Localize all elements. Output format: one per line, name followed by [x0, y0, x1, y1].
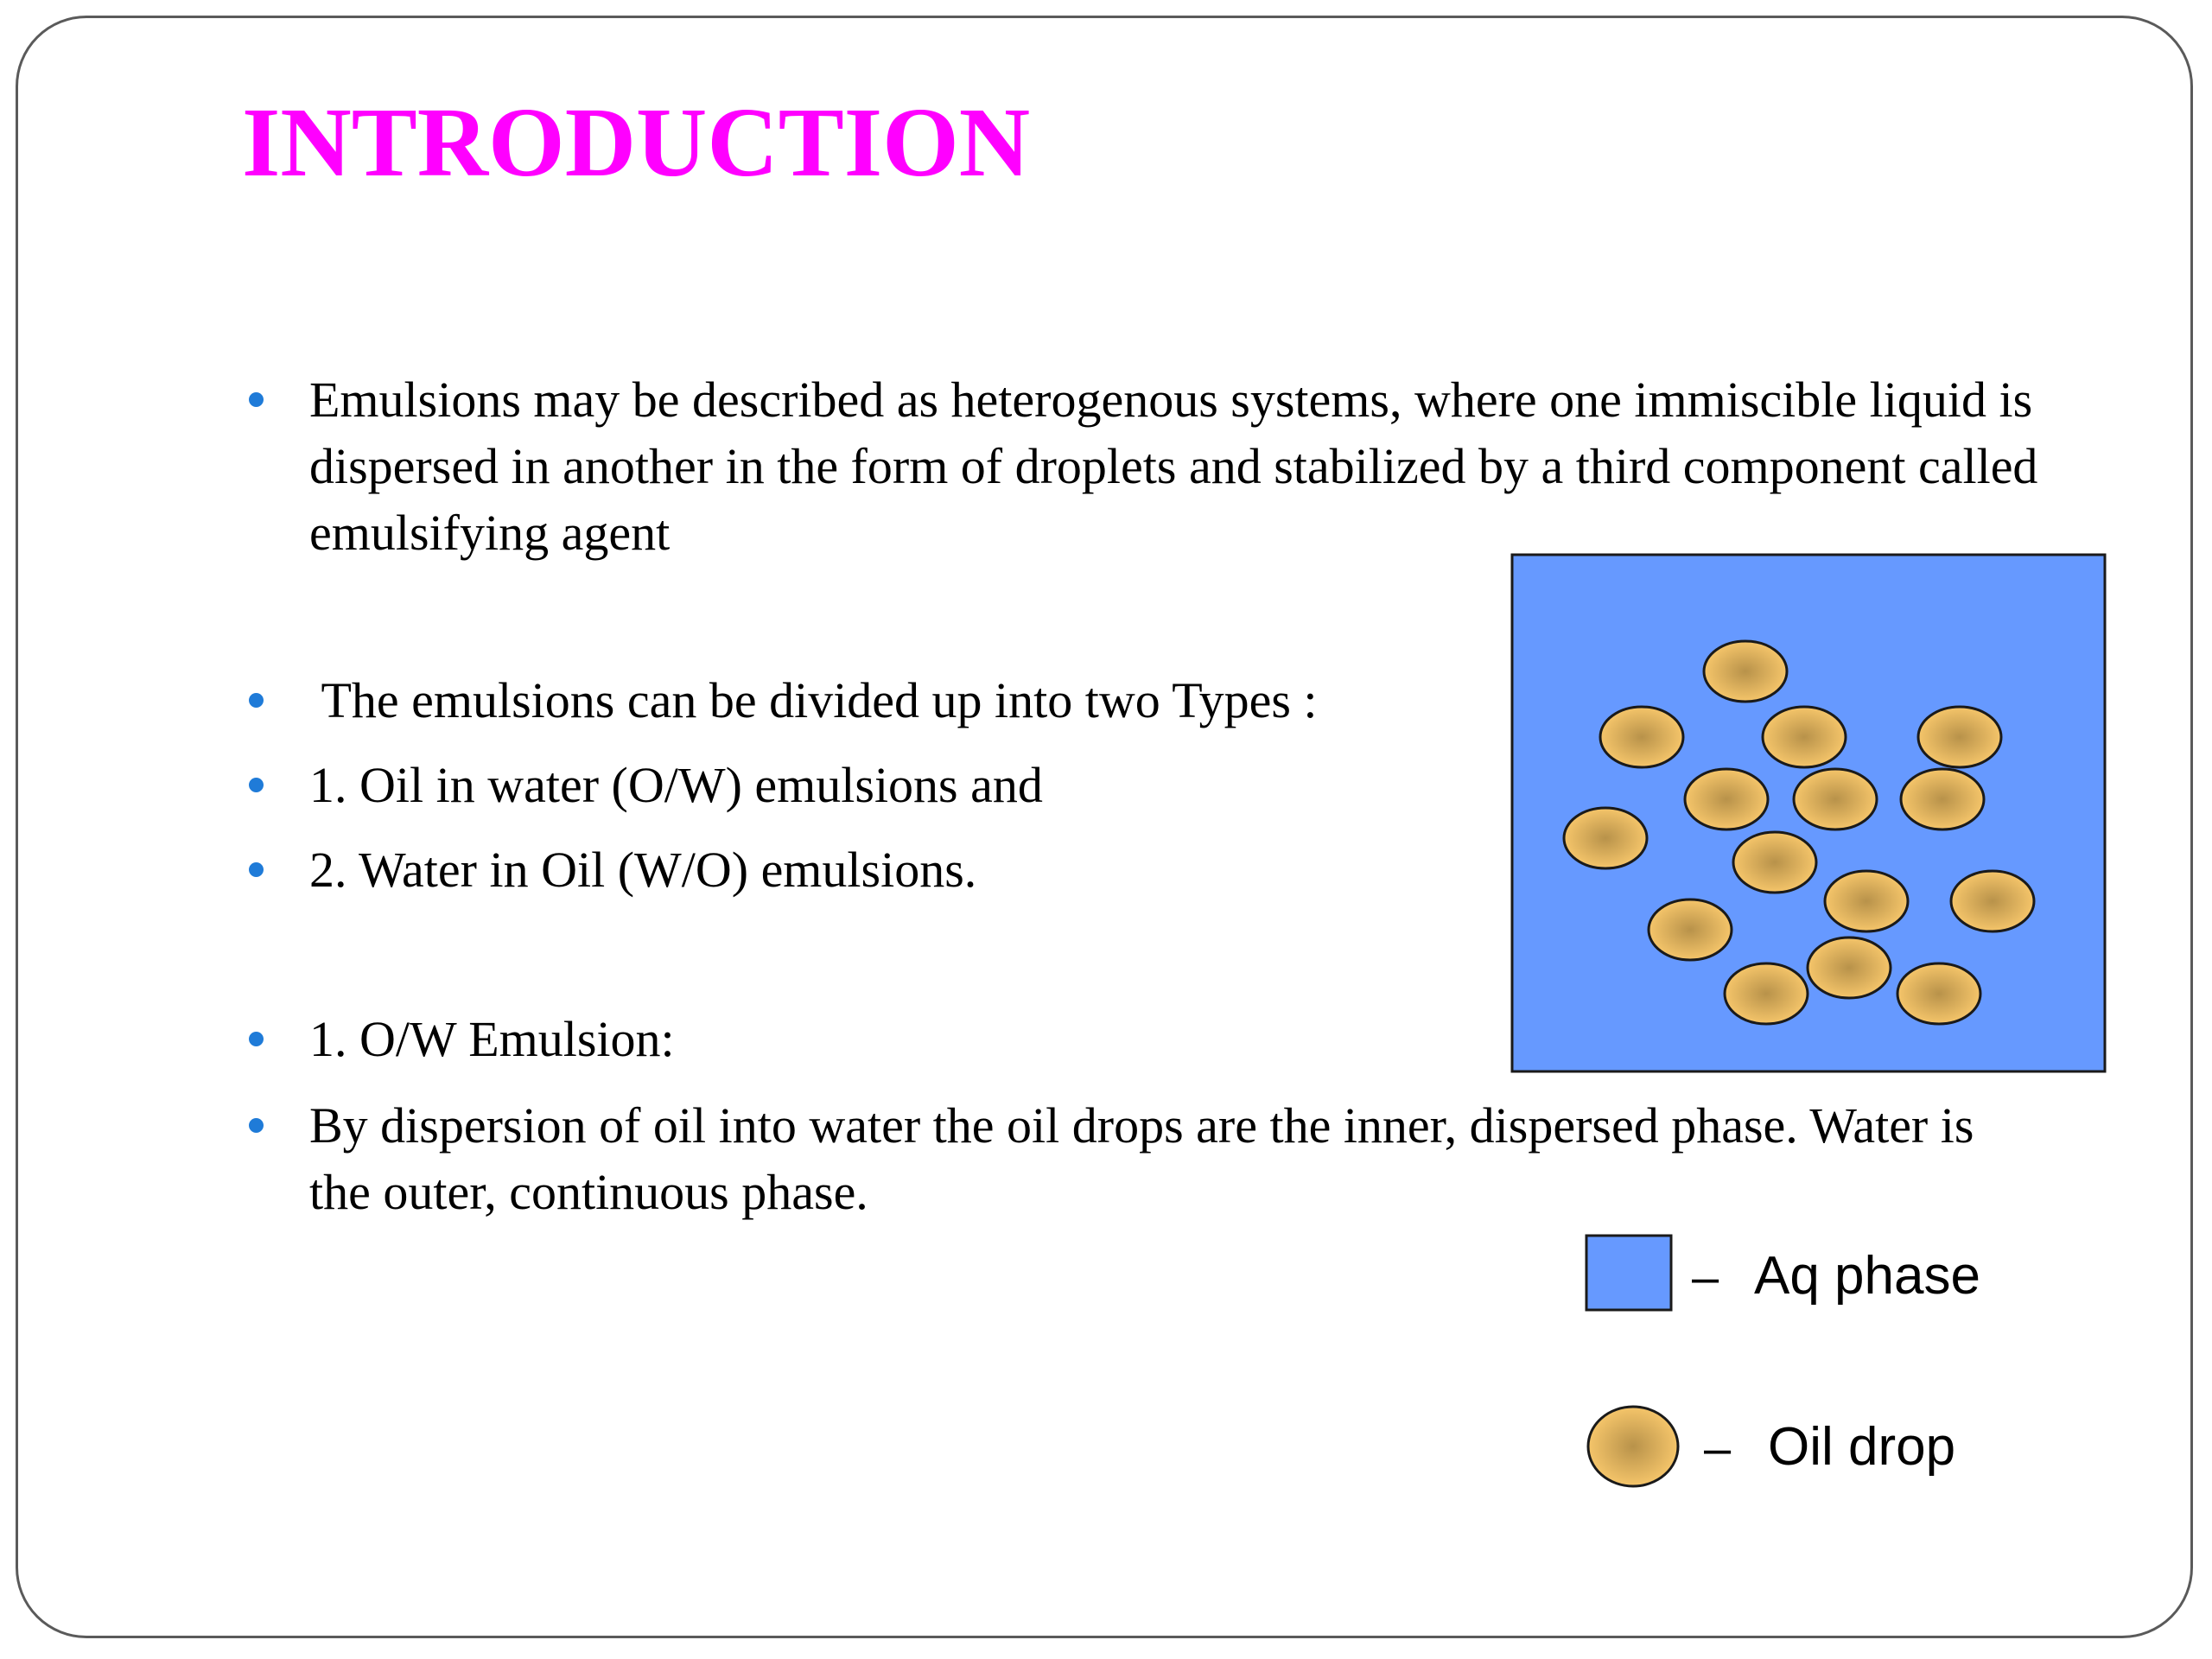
bullet-ow-heading: 1. O/W Emulsion:	[309, 1006, 1519, 1072]
emulsion-diagram	[1510, 553, 2107, 1075]
oil-drop	[1825, 871, 1908, 931]
bullet-dispersion: By dispersion of oil into water the oil drops are the inner, dispersed phase. Water is the outer, continuous phase.	[309, 1092, 1994, 1225]
legend-oil-label: Oil drop	[1768, 1417, 1956, 1477]
bullet-definition: Emulsions may be described as heterogenous systems, where one immiscible liquid is dispersed in another in the form of droplets and stabilized by a third component called emulsifying agent	[309, 366, 2072, 566]
oil-drop	[1808, 938, 1891, 998]
oil-drop	[1649, 899, 1732, 960]
oil-drop	[1733, 832, 1816, 893]
oil-drop	[1763, 707, 1846, 767]
oil-drop	[1901, 769, 1984, 830]
oil-drop	[1564, 808, 1647, 868]
bullet-oil-in-water: 1. Oil in water (O/W) emulsions and	[309, 752, 1519, 818]
bullet-water-in-oil: 2. Water in Oil (W/O) emulsions.	[309, 836, 1519, 903]
oil-drop	[1685, 769, 1768, 830]
legend-oil-swatch	[1585, 1403, 1685, 1490]
legend-aq-dash: –	[1692, 1249, 1719, 1304]
oil-drop	[1951, 871, 2034, 931]
oil-drop	[1704, 641, 1787, 702]
bullet-types-intro: The emulsions can be divided up into two Types :	[309, 667, 1519, 734]
oil-drop	[1794, 769, 1877, 830]
legend-oil-dash: –	[1704, 1421, 1732, 1475]
oil-drop	[1897, 963, 1980, 1024]
oil-drop	[1600, 707, 1683, 767]
legend-aq-swatch	[1585, 1234, 1675, 1313]
oil-drop	[1918, 707, 2001, 767]
oil-drop	[1725, 963, 1808, 1024]
legend-aq-label: Aq phase	[1754, 1246, 1980, 1306]
slide-title: INTRODUCTION	[242, 87, 1031, 197]
